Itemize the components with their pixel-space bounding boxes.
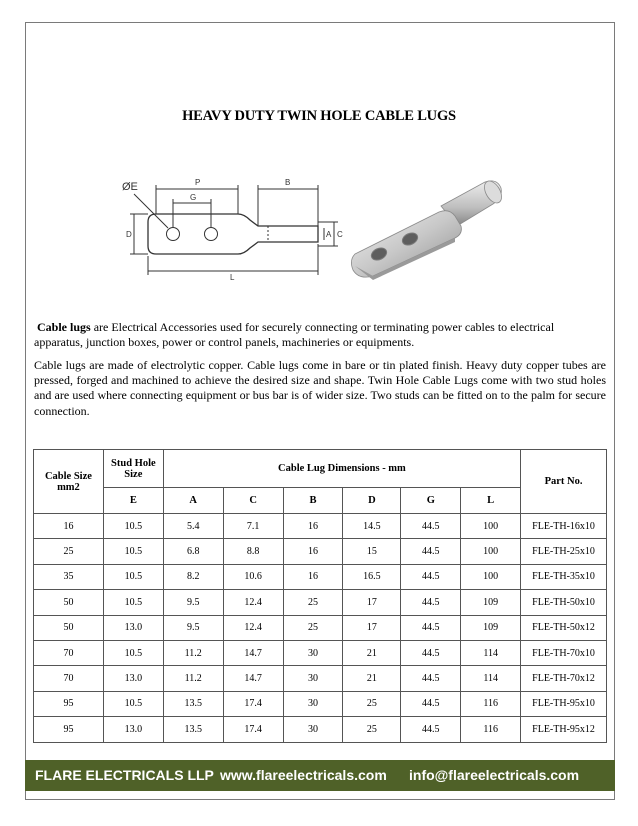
table-cell: 14.5 bbox=[343, 514, 401, 539]
table-cell: 100 bbox=[461, 564, 521, 589]
table-cell: 13.0 bbox=[103, 666, 163, 691]
label-a: A bbox=[326, 230, 332, 239]
table-cell: 30 bbox=[283, 691, 343, 716]
table-cell: 44.5 bbox=[401, 717, 461, 742]
table-cell: 8.8 bbox=[223, 539, 283, 564]
table-cell: 15 bbox=[343, 539, 401, 564]
table-cell: 44.5 bbox=[401, 640, 461, 665]
table-cell: 95 bbox=[34, 691, 104, 716]
table-row bbox=[34, 590, 607, 615]
header-a: A bbox=[163, 488, 223, 514]
table-cell: 17 bbox=[343, 615, 401, 640]
table-cell: 35 bbox=[34, 564, 104, 589]
table-cell: 116 bbox=[461, 691, 521, 716]
table-cell: 21 bbox=[343, 640, 401, 665]
table-cell: 30 bbox=[283, 640, 343, 665]
table-cell: 25 bbox=[343, 691, 401, 716]
table-cell: 16.5 bbox=[343, 564, 401, 589]
table-cell: 44.5 bbox=[401, 590, 461, 615]
table-cell: 16 bbox=[34, 514, 104, 539]
intro-text: are Electrical Accessories used for securely connecting or terminating power cables to electrical apparatus, junction boxes, power or control panels, machineries or equipments. bbox=[34, 320, 555, 349]
header-e: E bbox=[103, 488, 163, 514]
footer-bar bbox=[25, 760, 615, 791]
lug-product-photo bbox=[345, 170, 505, 282]
table-cell: 100 bbox=[461, 539, 521, 564]
label-e: ØE bbox=[122, 181, 138, 193]
table-cell: 114 bbox=[461, 666, 521, 691]
table-cell: 25 bbox=[34, 539, 104, 564]
lug-dimension-drawing bbox=[118, 170, 350, 282]
table-row bbox=[34, 539, 607, 564]
header-dimensions: Cable Lug Dimensions - mm bbox=[163, 450, 520, 488]
table-cell: 44.5 bbox=[401, 539, 461, 564]
intro-term: Cable lugs bbox=[37, 320, 91, 334]
label-d: D bbox=[126, 230, 132, 239]
label-b: B bbox=[285, 178, 291, 187]
table-cell: FLE-TH-70x12 bbox=[521, 666, 607, 691]
header-part-no: Part No. bbox=[521, 450, 607, 514]
table-cell: 16 bbox=[283, 539, 343, 564]
label-p: P bbox=[195, 178, 201, 187]
table-cell: 7.1 bbox=[223, 514, 283, 539]
table-cell: 44.5 bbox=[401, 691, 461, 716]
table-cell: FLE-TH-50x10 bbox=[521, 590, 607, 615]
page-title: HEAVY DUTY TWIN HOLE CABLE LUGS bbox=[182, 108, 456, 124]
table-cell: 25 bbox=[283, 590, 343, 615]
table-cell: 44.5 bbox=[401, 666, 461, 691]
table-row bbox=[34, 691, 607, 716]
table-cell: 16 bbox=[283, 564, 343, 589]
table-cell: 6.8 bbox=[163, 539, 223, 564]
table-cell: FLE-TH-95x10 bbox=[521, 691, 607, 716]
table-cell: 10.5 bbox=[103, 590, 163, 615]
header-d: D bbox=[343, 488, 401, 514]
table-cell: 5.4 bbox=[163, 514, 223, 539]
table-cell: 11.2 bbox=[163, 666, 223, 691]
table-cell: FLE-TH-35x10 bbox=[521, 564, 607, 589]
table-cell: 13.0 bbox=[103, 717, 163, 742]
table-cell: 50 bbox=[34, 615, 104, 640]
table-cell: 100 bbox=[461, 514, 521, 539]
footer-company: FLARE ELECTRICALS LLP bbox=[35, 767, 214, 783]
table-cell: FLE-TH-25x10 bbox=[521, 539, 607, 564]
table-cell: 50 bbox=[34, 590, 104, 615]
table-cell: 9.5 bbox=[163, 615, 223, 640]
table-cell: 95 bbox=[34, 717, 104, 742]
table-row bbox=[34, 564, 607, 589]
table-cell: 14.7 bbox=[223, 666, 283, 691]
table-cell: 10.5 bbox=[103, 514, 163, 539]
table-row bbox=[34, 666, 607, 691]
table-cell: 17.4 bbox=[223, 717, 283, 742]
footer-email-link[interactable]: info@flareelectricals.com bbox=[409, 767, 580, 783]
table-cell: 9.5 bbox=[163, 590, 223, 615]
table-cell: FLE-TH-16x10 bbox=[521, 514, 607, 539]
table-cell: 10.5 bbox=[103, 564, 163, 589]
header-g: G bbox=[401, 488, 461, 514]
table-cell: 44.5 bbox=[401, 615, 461, 640]
table-cell: 44.5 bbox=[401, 514, 461, 539]
table-cell: 70 bbox=[34, 640, 104, 665]
table-cell: FLE-TH-50x12 bbox=[521, 615, 607, 640]
table-cell: 70 bbox=[34, 666, 104, 691]
table-body bbox=[34, 514, 607, 743]
header-l: L bbox=[461, 488, 521, 514]
table-cell: 10.5 bbox=[103, 539, 163, 564]
table-cell: 13.5 bbox=[163, 717, 223, 742]
table-cell: 11.2 bbox=[163, 640, 223, 665]
footer-website-link[interactable]: www.flareelectricals.com bbox=[220, 767, 387, 783]
label-c: C bbox=[337, 230, 343, 239]
table-cell: FLE-TH-70x10 bbox=[521, 640, 607, 665]
dimensions-table bbox=[33, 449, 607, 743]
header-cable-size: Cable Size mm2 bbox=[34, 450, 104, 514]
table-cell: 30 bbox=[283, 666, 343, 691]
table-cell: 17 bbox=[343, 590, 401, 615]
table-cell: 13.5 bbox=[163, 691, 223, 716]
table-cell: 12.4 bbox=[223, 615, 283, 640]
table-cell: 17.4 bbox=[223, 691, 283, 716]
table-cell: 44.5 bbox=[401, 564, 461, 589]
table-cell: 16 bbox=[283, 514, 343, 539]
table-cell: 109 bbox=[461, 615, 521, 640]
table-cell: FLE-TH-95x12 bbox=[521, 717, 607, 742]
table-cell: 25 bbox=[283, 615, 343, 640]
table-cell: 13.0 bbox=[103, 615, 163, 640]
table-cell: 30 bbox=[283, 717, 343, 742]
table-cell: 114 bbox=[461, 640, 521, 665]
label-l: L bbox=[230, 273, 235, 282]
table-cell: 109 bbox=[461, 590, 521, 615]
header-b: B bbox=[283, 488, 343, 514]
table-cell: 10.5 bbox=[103, 640, 163, 665]
table-cell: 10.6 bbox=[223, 564, 283, 589]
table-row bbox=[34, 615, 607, 640]
header-c: C bbox=[223, 488, 283, 514]
header-stud-hole: Stud Hole Size bbox=[103, 450, 163, 488]
table-row bbox=[34, 717, 607, 742]
table-cell: 116 bbox=[461, 717, 521, 742]
table-row bbox=[34, 640, 607, 665]
table-cell: 10.5 bbox=[103, 691, 163, 716]
intro-paragraph bbox=[34, 320, 606, 350]
table-cell: 14.7 bbox=[223, 640, 283, 665]
table-cell: 21 bbox=[343, 666, 401, 691]
table-cell: 12.4 bbox=[223, 590, 283, 615]
table-row bbox=[34, 514, 607, 539]
label-g: G bbox=[190, 193, 197, 202]
table-cell: 8.2 bbox=[163, 564, 223, 589]
description-paragraph: Cable lugs are made of electrolytic copper. Cable lugs come in bare or tin plated finish. Heavy duty copper tubes are pressed, forged and machined to achieve the desired size and shape. Twin Hole Cable Lugs come with two stud holes and are used where connecting equipment or bus bar is of wider size. Two studs can be fitted on to the palm for secure connection. bbox=[34, 358, 606, 418]
table-cell: 25 bbox=[343, 717, 401, 742]
